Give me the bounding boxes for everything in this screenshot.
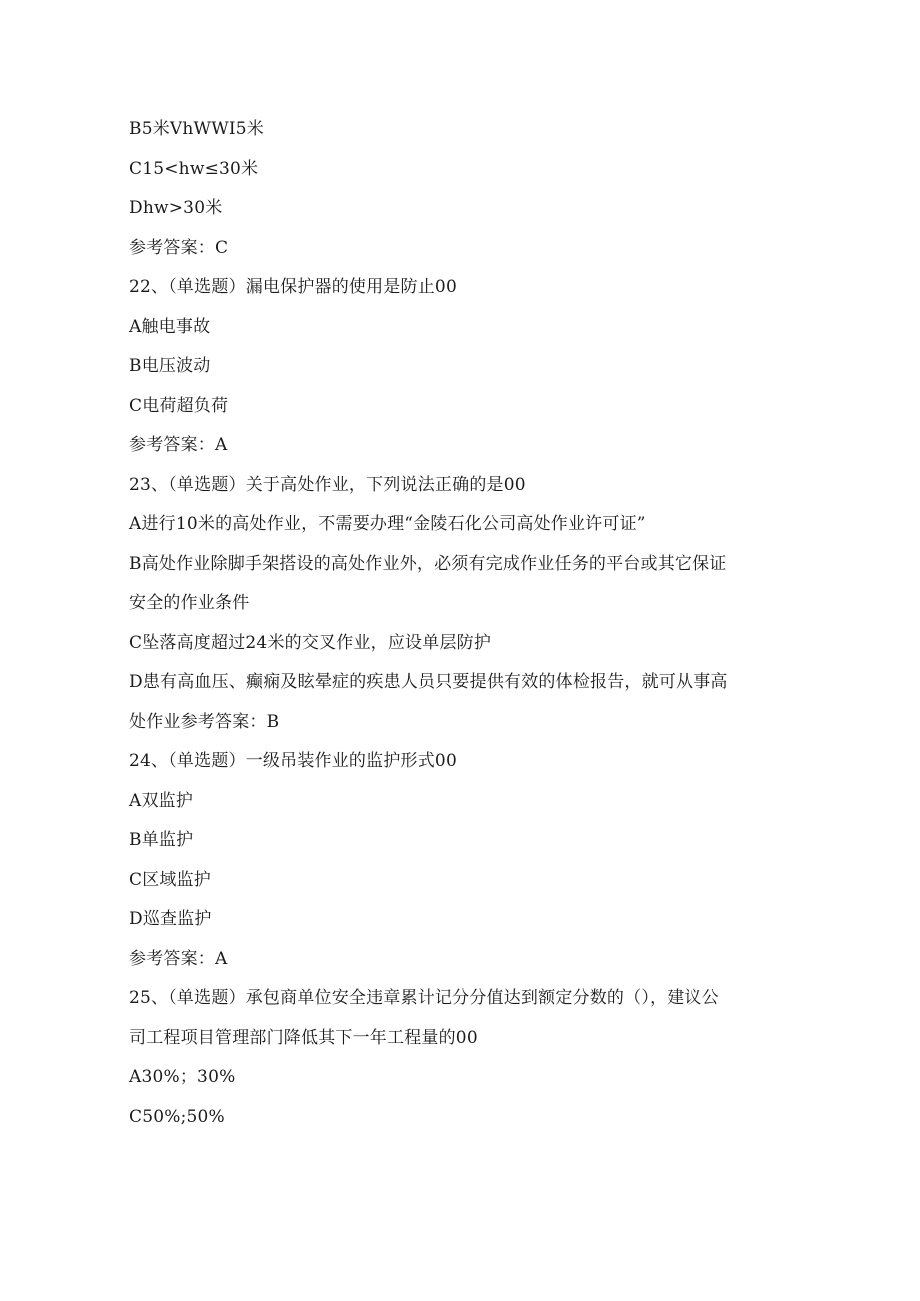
option-line: B单监护 xyxy=(129,830,194,850)
option-line: A30%；30% xyxy=(129,1067,236,1087)
question-25: 25、（单选题）承包商单位安全违章累计记分分值达到额定分数的（），建议公 xyxy=(129,988,719,1008)
option-line-continued: 安全的作业条件 xyxy=(129,593,250,613)
option-line: C电荷超负荷 xyxy=(129,395,229,416)
option-line: C坠落高度超过24米的交叉作业，应设单层防护 xyxy=(129,632,492,653)
question-24: 24、（单选题）一级吊装作业的监护形式00 xyxy=(129,751,457,771)
text-line: Dhw>30米 xyxy=(129,198,223,218)
option-line: B高处作业除脚手架搭设的高处作业外，必须有完成作业任务的平台或其它保证 xyxy=(129,553,727,574)
option-line: A进行10米的高处作业，不需要办理“金陵石化公司高处作业许可证” xyxy=(129,514,646,534)
option-line: D巡查监护 xyxy=(129,909,212,929)
option-line: A双监护 xyxy=(129,790,194,811)
question-25-continued: 司工程项目管理部门降低其下一年工程量的00 xyxy=(129,1027,478,1048)
text-line: B5米VhWWI5米 xyxy=(129,119,265,139)
option-line: D患有高血压、癫痫及眩晕症的疾患人员只要提供有效的体检报告，就可从事高 xyxy=(129,672,728,692)
answer-line: 参考答案：A xyxy=(129,948,228,969)
option-line: A触电事故 xyxy=(129,316,211,337)
answer-line: 处作业参考答案：B xyxy=(129,711,280,732)
answer-line: 参考答案：C xyxy=(129,237,229,258)
option-line: C区域监护 xyxy=(129,869,212,890)
question-22: 22、（单选题）漏电保护器的使用是防止00 xyxy=(129,277,457,297)
option-line: C50%;50% xyxy=(129,1106,225,1127)
option-line: B电压波动 xyxy=(129,356,211,376)
answer-line: 参考答案：A xyxy=(129,435,228,455)
document-text xyxy=(129,110,809,1137)
text-line: C15<hw≤30米 xyxy=(129,158,259,179)
question-23: 23、（单选题）关于高处作业，下列说法正确的是00 xyxy=(129,474,526,495)
